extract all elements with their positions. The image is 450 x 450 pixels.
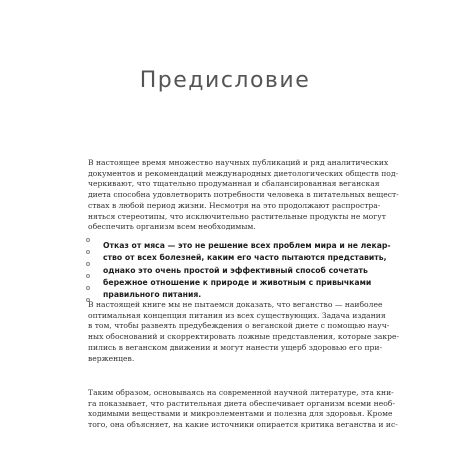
body-paragraph-2: [88, 300, 400, 364]
text-line: В настоящее время множество научных публикаций и ряд аналитических: [88, 158, 389, 167]
text-line: того, она объясняет, на какие источники опирается критика веганства и ис-: [88, 420, 398, 430]
text-line: обеспечить организм всем необходимым.: [88, 222, 256, 232]
page-title: Предисловие: [139, 68, 311, 93]
quote-line: ство от всех болезней, каким его часто пытаются представить,: [103, 253, 387, 263]
text-line: диета способна удовлетворить потребности человека в питательных вещест-: [88, 190, 399, 200]
intro-paragraph: [88, 158, 399, 233]
text-line: документов и рекомендаций международных диетологических обществ под-: [88, 168, 399, 178]
quote-line: однако это очень простой и эффективный способ сочетать: [103, 265, 368, 275]
text-line: ствах в любой период жизни. Несмотря на это продолжают распростра-: [88, 200, 381, 210]
quote-line: Отказ от мяса — это не решение всех проблем мира и не лекар-: [103, 241, 391, 250]
text-line: черкивают, что тщательно продуманная и сбалансированная веганская: [88, 179, 380, 189]
text-line: Таким образом, основываясь на современной научной литературе, эта кни-: [88, 388, 394, 397]
bullet-dot-icon: [86, 250, 90, 254]
bullet-dot-icon: [86, 274, 90, 278]
quote-line: бережное отношение к природе и животным с привычками: [103, 277, 372, 287]
text-line: няться стереотипы, что исключительно растительные продукты не могут: [88, 211, 386, 221]
body-paragraph-3: [88, 388, 398, 431]
bullet-dot-icon: [86, 262, 90, 266]
text-line: ных обоснований и скорректировать ложные представления, которые закре-: [88, 332, 400, 342]
highlight-quote: [103, 240, 391, 301]
text-line: верженцев.: [88, 353, 135, 363]
bullet-dot-icon: [86, 238, 90, 242]
text-line: ходимыми веществами и микроэлементами и полезна для здоровья. Кроме: [88, 409, 393, 419]
text-line: В настоящей книге мы не пытаемся доказать, что веганство — наиболее: [88, 300, 383, 309]
quote-line: правильного питания.: [103, 290, 202, 300]
text-line: га показывает, что растительная диета обеспечивает организм всеми необ-: [88, 398, 395, 408]
text-line: в том, чтобы развеять предубеждения о веганской диете с помощью науч-: [88, 321, 390, 331]
text-line: оптимальная концепция питания из всех существующих. Задача издания: [88, 310, 386, 320]
text-line: пились в веганском движении и могут нанести ущерб здоровью его при-: [88, 342, 383, 352]
bullet-dot-icon: [86, 286, 90, 290]
